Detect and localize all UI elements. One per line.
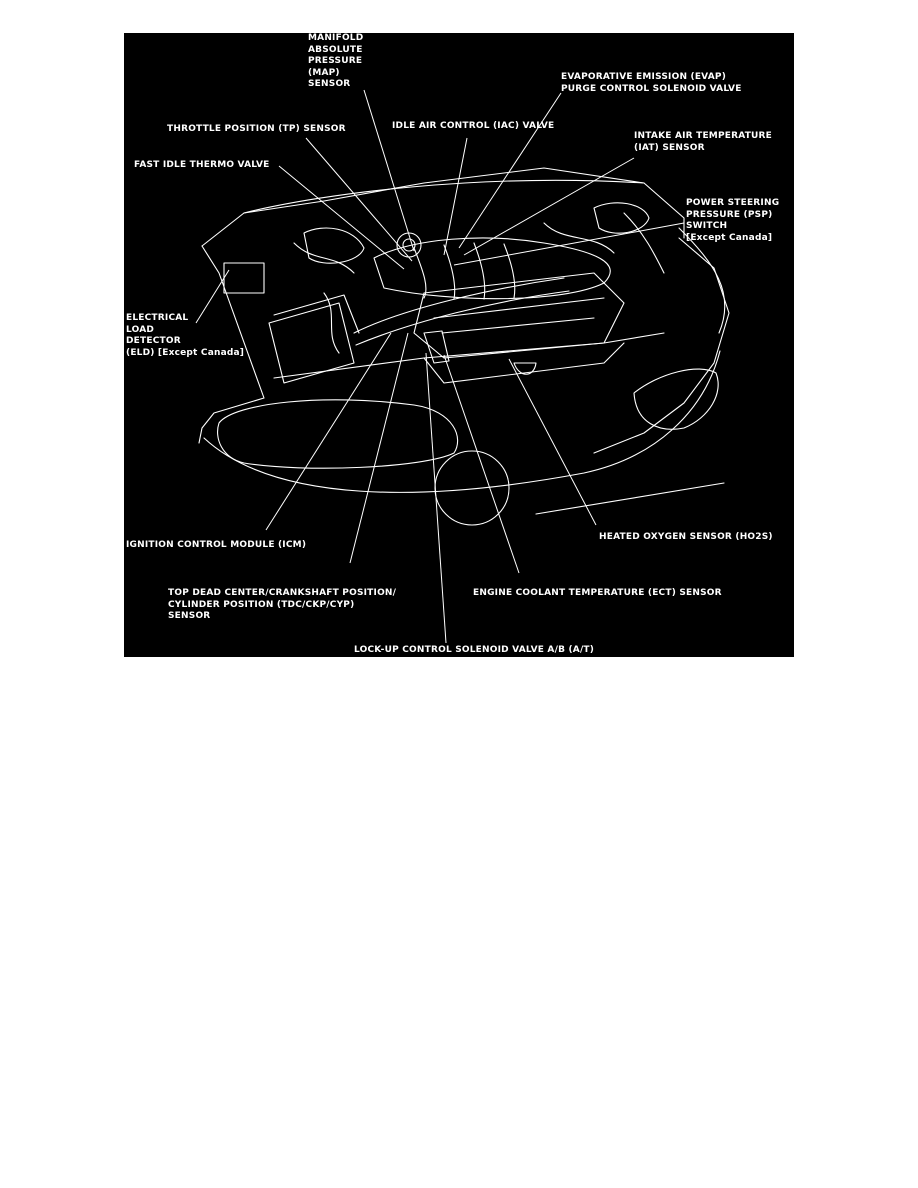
hood-rear-edge [244, 180, 644, 213]
engine-diagram-panel [124, 33, 794, 657]
air-cleaner-box [269, 303, 354, 383]
label-evap-valve: EVAPORATIVE EMISSION (EVAP) PURGE CONTROL SOLENOID VALVE [561, 72, 742, 94]
fog-light [435, 451, 509, 525]
right-headlight [634, 369, 718, 429]
leader-iac [444, 138, 467, 255]
label-icm: IGNITION CONTROL MODULE (ICM) [126, 540, 307, 550]
leader-ect [444, 355, 519, 573]
label-iat-sensor: INTAKE AIR TEMPERATURE (IAT) SENSOR [634, 131, 773, 153]
label-map-sensor: MANIFOLD ABSOLUTE PRESSURE (MAP) SENSOR [308, 33, 364, 89]
battery [224, 263, 264, 293]
label-tp-sensor: THROTTLE POSITION (TP) SENSOR [167, 124, 346, 134]
body-right-outline [594, 238, 729, 453]
leader-map [364, 90, 414, 251]
lower-bumper-line [536, 483, 724, 514]
leader-tp [306, 138, 412, 261]
throttle-body [397, 233, 421, 257]
label-psp-switch: POWER STEERING PRESSURE (PSP) SWITCH [Except Canada] [686, 198, 780, 243]
left-headlight [218, 400, 458, 468]
intake-manifold [374, 238, 610, 299]
strut-tower-right [594, 203, 649, 233]
label-tdc-ckp-cyp-sensor: TOP DEAD CENTER/CRANKSHAFT POSITION/ CYLINDER POSITION (TDC/CKP/CYP) SENSOR [168, 588, 397, 621]
hood-outline [202, 168, 684, 246]
leader-icm [266, 333, 391, 530]
leader-lockup [426, 353, 446, 643]
label-iac-valve: IDLE AIR CONTROL (IAC) VALVE [392, 121, 555, 131]
label-fast-idle-thermo-valve: FAST IDLE THERMO VALVE [134, 160, 270, 170]
intake-runners [414, 243, 515, 299]
label-lockup-solenoid: LOCK-UP CONTROL SOLENOID VALVE A/B (A/T) [354, 645, 595, 655]
strut-tower-left [304, 228, 364, 263]
leader-fast-idle [279, 166, 404, 269]
air-cleaner-lid [274, 295, 359, 333]
label-eld: ELECTRICAL LOAD DETECTOR (ELD) [Except Canada] [126, 313, 245, 358]
leader-ho2s [509, 359, 596, 525]
label-ect-sensor: ENGINE COOLANT TEMPERATURE (ECT) SENSOR [473, 588, 722, 598]
label-ho2s: HEATED OXYGEN SENSOR (HO2S) [599, 532, 773, 542]
leader-psp [454, 223, 684, 265]
valve-cover-ridge [434, 298, 604, 333]
leader-iat [464, 158, 634, 255]
leader-tdc [350, 333, 408, 563]
